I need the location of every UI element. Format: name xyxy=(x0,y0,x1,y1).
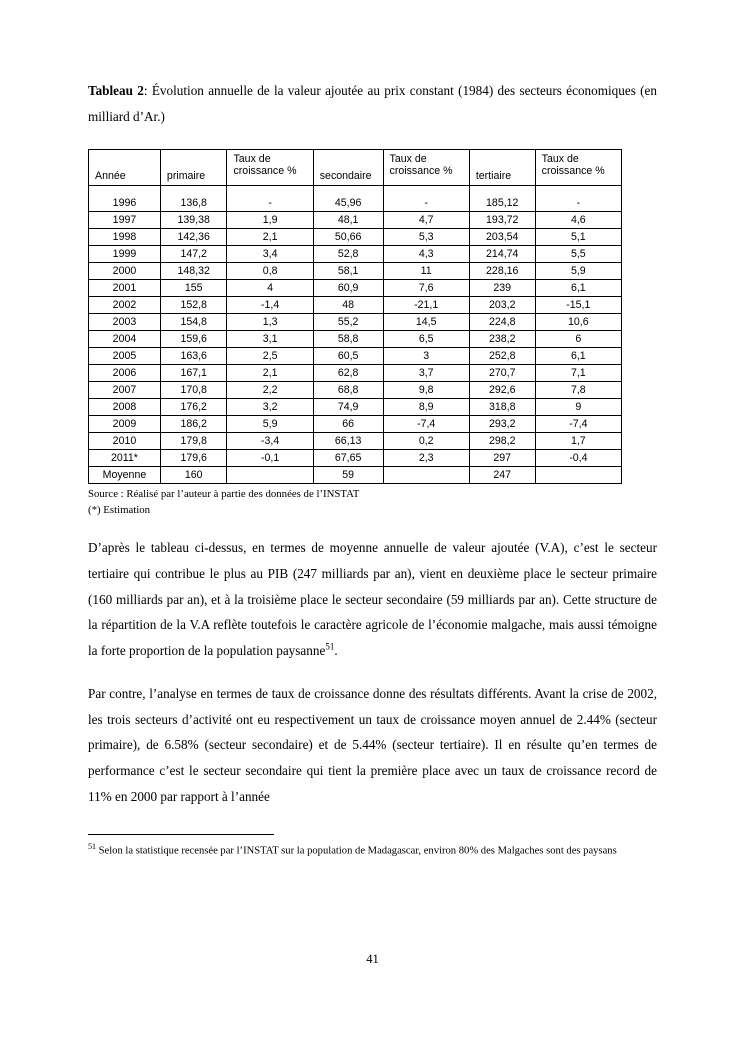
table-caption-label: Tableau 2 xyxy=(88,83,144,98)
header-tertiaire xyxy=(469,150,535,186)
table-cell: 7,6 xyxy=(383,279,469,296)
table-cell: 2010 xyxy=(89,432,161,449)
table-cell: 142,36 xyxy=(160,228,227,245)
table-cell: 1999 xyxy=(89,245,161,262)
table-cell: Moyenne xyxy=(89,466,161,483)
table-cell: 9,8 xyxy=(383,381,469,398)
table-cell xyxy=(383,466,469,483)
table-row xyxy=(89,381,622,398)
table-cell: 270,7 xyxy=(469,364,535,381)
table-cell: 2005 xyxy=(89,347,161,364)
table-cell: 58,1 xyxy=(313,262,383,279)
table-cell: 185,12 xyxy=(469,195,535,212)
table-cell: 2,1 xyxy=(227,364,313,381)
table-cell: 170,8 xyxy=(160,381,227,398)
table-cell: 7,1 xyxy=(535,364,621,381)
table-cell: 58,8 xyxy=(313,330,383,347)
table-cell: 6,1 xyxy=(535,347,621,364)
table-cell: - xyxy=(535,195,621,212)
table-cell: -0,4 xyxy=(535,449,621,466)
header-taux-tertiaire-l2: croissance % xyxy=(541,165,605,178)
table-cell: 298,2 xyxy=(469,432,535,449)
table-cell: 0,8 xyxy=(227,262,313,279)
table-cell: 176,2 xyxy=(160,398,227,415)
header-taux-secondaire xyxy=(383,150,469,186)
table-cell: 2,1 xyxy=(227,228,313,245)
table-cell: 154,8 xyxy=(160,313,227,330)
table-cell: 2000 xyxy=(89,262,161,279)
table-cell: 2,5 xyxy=(227,347,313,364)
table-cell: 2011* xyxy=(89,449,161,466)
table-cell: 2008 xyxy=(89,398,161,415)
table-cell: 239 xyxy=(469,279,535,296)
table-spacer-cell xyxy=(160,186,227,195)
table-cell: 2,2 xyxy=(227,381,313,398)
table-cell: 163,6 xyxy=(160,347,227,364)
header-annee-label: Année xyxy=(95,170,126,183)
table-cell: -15,1 xyxy=(535,296,621,313)
table-cell: 2009 xyxy=(89,415,161,432)
table-cell: 55,2 xyxy=(313,313,383,330)
table-cell: 293,2 xyxy=(469,415,535,432)
table-cell: 11 xyxy=(383,262,469,279)
table-cell: 1997 xyxy=(89,211,161,228)
header-secondaire xyxy=(313,150,383,186)
table-cell: 252,8 xyxy=(469,347,535,364)
table-cell: 5,1 xyxy=(535,228,621,245)
table-spacer-cell xyxy=(383,186,469,195)
table-cell: 7,8 xyxy=(535,381,621,398)
table-source-line2: (*) Estimation xyxy=(88,503,151,516)
table-source-line1: Source : Réalisé par l’auteur à partie des données de l’INSTAT xyxy=(88,487,360,500)
table-cell: 155 xyxy=(160,279,227,296)
table-row xyxy=(89,262,622,279)
table-cell: 203,2 xyxy=(469,296,535,313)
table-cell: 6 xyxy=(535,330,621,347)
table-cell: 60,5 xyxy=(313,347,383,364)
table-cell: 62,8 xyxy=(313,364,383,381)
paragraph-analysis-value-added xyxy=(88,535,657,664)
header-taux-primaire xyxy=(227,150,313,186)
table-cell: - xyxy=(383,195,469,212)
table-cell: 45,96 xyxy=(313,195,383,212)
table-row xyxy=(89,398,622,415)
table-row xyxy=(89,330,622,347)
header-annee xyxy=(89,150,161,186)
table-cell: -7,4 xyxy=(383,415,469,432)
header-taux-primaire-l1: Taux de xyxy=(233,153,271,166)
table-cell: 8,9 xyxy=(383,398,469,415)
table-cell: 4,7 xyxy=(383,211,469,228)
table-cell xyxy=(535,466,621,483)
header-taux-tertiaire xyxy=(535,150,621,186)
table-row xyxy=(89,228,622,245)
table-row xyxy=(89,347,622,364)
table-head xyxy=(89,150,622,186)
table-cell: 5,9 xyxy=(535,262,621,279)
table-cell: 2004 xyxy=(89,330,161,347)
footnote-51 xyxy=(88,841,657,859)
table-cell: 4,6 xyxy=(535,211,621,228)
table-cell: 67,65 xyxy=(313,449,383,466)
table-row xyxy=(89,313,622,330)
table-caption-text: : Évolution annuelle de la valeur ajoutée au prix constant (1984) des secteurs économiques (en milliard d’Ar.) xyxy=(88,83,657,124)
footnote-text: Selon la statistique recensée par l’INSTAT sur la population de Madagascar, environ 80% des Malgaches sont des paysans xyxy=(96,845,617,857)
table-cell: 1,7 xyxy=(535,432,621,449)
table-spacer-cell xyxy=(89,186,161,195)
table-cell: 179,6 xyxy=(160,449,227,466)
table-cell: 2003 xyxy=(89,313,161,330)
paragraph-analysis-growth-rate: Par contre, l’analyse en termes de taux de croissance donne des résultats différents. Avant la crise de 2002, les trois secteurs d’activité ont eu respectivement un taux de croissance moyen annuel de 2.44% (secteur primaire), de 6.58% (secteur secondaire) et de 5.44% (secteur tertiaire). Il en résulte qu’en termes de performance c’est le secteur secondaire qui tient la première place avec un taux de croissance record de 11% en 2000 par rapport à l’année xyxy=(88,685,657,804)
table-cell: 214,74 xyxy=(469,245,535,262)
table-cell: 147,2 xyxy=(160,245,227,262)
table-cell: 60,9 xyxy=(313,279,383,296)
table-cell: 152,8 xyxy=(160,296,227,313)
table-cell: 10,6 xyxy=(535,313,621,330)
header-primaire xyxy=(160,150,227,186)
table-cell: 203,54 xyxy=(469,228,535,245)
table-row xyxy=(89,432,622,449)
table-cell: 2002 xyxy=(89,296,161,313)
table-cell: 48,1 xyxy=(313,211,383,228)
table-cell: 14,5 xyxy=(383,313,469,330)
table-row xyxy=(89,466,622,483)
table-cell: 68,8 xyxy=(313,381,383,398)
table-row xyxy=(89,415,622,432)
table-cell: 160 xyxy=(160,466,227,483)
table-cell: 2001 xyxy=(89,279,161,296)
table-cell: 1,9 xyxy=(227,211,313,228)
table-cell: 193,72 xyxy=(469,211,535,228)
table-row xyxy=(89,211,622,228)
table-cell: 159,6 xyxy=(160,330,227,347)
table-cell: 66,13 xyxy=(313,432,383,449)
table-caption xyxy=(88,78,657,129)
table-spacer-row xyxy=(89,186,622,195)
table-cell: 6,1 xyxy=(535,279,621,296)
table-spacer-cell xyxy=(313,186,383,195)
header-tertiaire-label: tertiaire xyxy=(475,170,512,183)
table-cell: 292,6 xyxy=(469,381,535,398)
table-cell: 48 xyxy=(313,296,383,313)
table-body xyxy=(89,186,622,484)
table-cell: -7,4 xyxy=(535,415,621,432)
table-cell: 5,5 xyxy=(535,245,621,262)
table-cell: 74,9 xyxy=(313,398,383,415)
table-cell: 247 xyxy=(469,466,535,483)
table-cell: 5,3 xyxy=(383,228,469,245)
table-cell: 139,38 xyxy=(160,211,227,228)
table-cell: 318,8 xyxy=(469,398,535,415)
paragraph-1-end: . xyxy=(334,643,338,659)
table-cell: 136,8 xyxy=(160,195,227,212)
table-cell: 1996 xyxy=(89,195,161,212)
table-cell: 52,8 xyxy=(313,245,383,262)
table-cell: 179,8 xyxy=(160,432,227,449)
footnote-reference-51[interactable]: 51 xyxy=(325,641,335,652)
table-cell: - xyxy=(227,195,313,212)
table-row xyxy=(89,296,622,313)
table-spacer-cell xyxy=(469,186,535,195)
table-cell: 238,2 xyxy=(469,330,535,347)
table-cell: 66 xyxy=(313,415,383,432)
table-row xyxy=(89,245,622,262)
table-cell: 3,7 xyxy=(383,364,469,381)
footnote-separator xyxy=(88,834,274,835)
table-cell: 4 xyxy=(227,279,313,296)
table-row xyxy=(89,449,622,466)
table-spacer-cell xyxy=(535,186,621,195)
table-cell: 6,5 xyxy=(383,330,469,347)
table-cell: 3,1 xyxy=(227,330,313,347)
value-added-table xyxy=(88,149,622,484)
table-cell: 5,9 xyxy=(227,415,313,432)
footnote-marker: 51 xyxy=(88,841,96,851)
header-taux-tertiaire-l1: Taux de xyxy=(541,153,579,166)
table-cell: 2,3 xyxy=(383,449,469,466)
header-taux-secondaire-l2: croissance % xyxy=(389,165,453,178)
table-cell: 50,66 xyxy=(313,228,383,245)
table-cell: -21,1 xyxy=(383,296,469,313)
table-header-row xyxy=(89,150,622,186)
table-cell: 9 xyxy=(535,398,621,415)
table-cell: 1,3 xyxy=(227,313,313,330)
table-row xyxy=(89,279,622,296)
table-cell: -1,4 xyxy=(227,296,313,313)
table-cell: 3,2 xyxy=(227,398,313,415)
table-cell: 59 xyxy=(313,466,383,483)
table-spacer-cell xyxy=(227,186,313,195)
table-cell: 2007 xyxy=(89,381,161,398)
table-cell: 2006 xyxy=(89,364,161,381)
table-cell: 3,4 xyxy=(227,245,313,262)
table-cell: -0,1 xyxy=(227,449,313,466)
table-row xyxy=(89,195,622,212)
table-cell xyxy=(227,466,313,483)
table-row xyxy=(89,364,622,381)
table-cell: 1998 xyxy=(89,228,161,245)
table-cell: 167,1 xyxy=(160,364,227,381)
table-source xyxy=(88,487,657,518)
table-cell: 4,3 xyxy=(383,245,469,262)
page-number: 41 xyxy=(366,952,379,966)
table-cell: 186,2 xyxy=(160,415,227,432)
table-cell: -3,4 xyxy=(227,432,313,449)
header-taux-secondaire-l1: Taux de xyxy=(389,153,427,166)
table-cell: 148,32 xyxy=(160,262,227,279)
header-taux-primaire-l2: croissance % xyxy=(233,165,297,178)
header-secondaire-label: secondaire xyxy=(319,170,372,183)
table-cell: 228,16 xyxy=(469,262,535,279)
table-cell: 3 xyxy=(383,347,469,364)
table-cell: 297 xyxy=(469,449,535,466)
header-primaire-label: primaire xyxy=(166,170,206,183)
table-cell: 224,8 xyxy=(469,313,535,330)
paragraph-1-text: D’après le tableau ci-dessus, en termes de moyenne annuelle de valeur ajoutée (V.A), c’est le secteur tertiaire qui contribue le plus au PIB (247 milliards par an), vient en deuxième place le secteur primaire (160 milliards par an), et à la troisième place le secteur secondaire (59 milliards par an). Cette structure de la répartition de la V.A reflète toutefois le caractère agricole de l’économie malgache, mais aussi témoigne la forte proportion de la population paysanne xyxy=(88,540,657,659)
table-cell: 0,2 xyxy=(383,432,469,449)
